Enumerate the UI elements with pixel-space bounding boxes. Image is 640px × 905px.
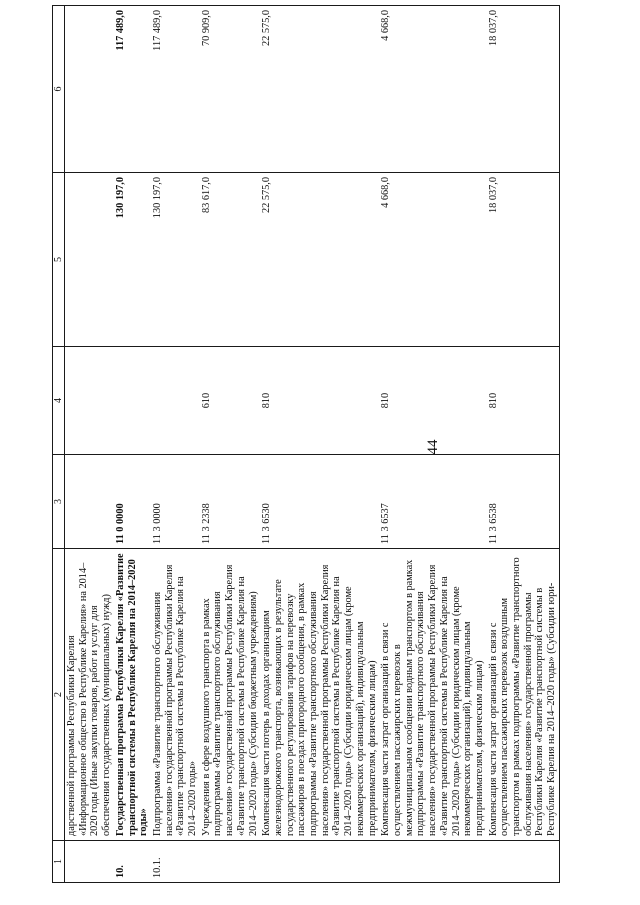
row-amount-b: 4 668,0 bbox=[379, 6, 486, 173]
row-number bbox=[487, 841, 560, 883]
budget-table bbox=[52, 5, 560, 883]
row-kvr bbox=[65, 347, 114, 455]
row-number bbox=[65, 841, 114, 883]
row-code: 11 3 6538 bbox=[487, 455, 560, 549]
column-header-row bbox=[53, 6, 65, 883]
row-amount-a: 22 575,0 bbox=[260, 173, 379, 347]
row-amount-b: 70 909,0 bbox=[200, 6, 261, 173]
row-amount-b: 117 489,0 bbox=[114, 6, 151, 173]
table-row-continuation bbox=[65, 6, 114, 883]
row-code: 11 3 6530 bbox=[260, 455, 379, 549]
row-amount-a: 4 668,0 bbox=[379, 173, 486, 347]
row-amount-a bbox=[65, 173, 114, 347]
row-amount-b bbox=[65, 6, 114, 173]
column-header: 5 bbox=[53, 173, 65, 347]
column-header: 2 bbox=[53, 549, 65, 841]
table-row-program bbox=[114, 6, 151, 883]
row-number: 10. bbox=[114, 841, 151, 883]
table-row bbox=[487, 6, 560, 883]
row-code: 11 3 6537 bbox=[379, 455, 486, 549]
row-code: 11 0 0000 bbox=[114, 455, 151, 549]
column-header: 1 bbox=[53, 841, 65, 883]
row-amount-a: 83 617,0 bbox=[200, 173, 261, 347]
row-amount-b: 22 575,0 bbox=[260, 6, 379, 173]
row-number bbox=[379, 841, 486, 883]
row-amount-a: 130 197,0 bbox=[114, 173, 151, 347]
table-row bbox=[260, 6, 379, 883]
row-name: Компенсация части затрат организаций в связи с осуществлением пассажирских перевозок в межмуниципальном сообщении водным транспортом в рамках подпрограммы «Развитие транспортного обслуживания населения» государственной программы Республики Карелия «Развитие транспортной системы в Республике Карелия на 2014–2020 годы» (Субсидии юридическим лицам (кроме некоммерческих организаций), индивидуальным предпринимателям, физическим лицам) bbox=[379, 549, 486, 841]
column-header: 6 bbox=[53, 6, 65, 173]
column-header: 4 bbox=[53, 347, 65, 455]
row-kvr bbox=[114, 347, 151, 455]
row-number: 10.1. bbox=[151, 841, 200, 883]
row-number bbox=[200, 841, 261, 883]
row-name: Компенсация части затрат организаций в связи с осуществлением пассажирских перевозок воздушным транспортом в рамках подпрограммы «Развитие транспортного обслуживания населения» государственной программы Республики Карелия «Развитие транспортной системы в Республике Карелия на 2014–2020 годы» (Субсидии юри- bbox=[487, 549, 560, 841]
row-name: Учреждения в сфере воздушного транспорта в рамках подпрограммы «Развитие транспортного обслуживания населения» государственной программы Республики Карелия «Развитие транспортной системы в Республике Карелия на 2014–2020 годы» (Субсидии бюджетным учреждениям) bbox=[200, 549, 261, 841]
table-row bbox=[200, 6, 261, 883]
row-number bbox=[260, 841, 379, 883]
row-amount-b: 18 037,0 bbox=[487, 6, 560, 173]
row-kvr: 610 bbox=[200, 347, 261, 455]
row-name: Компенсация части потерь в доходах организациям железнодорожного транспорта, возникающих в результате государственного регулирования тарифов на перевозку пассажиров в поездах пригородного сообщения, в рамках подпрограммы «Развитие транспортного обслуживания населения» государственной программы Республики Карелия «Развитие транспортной системы в Республике Карелия на 2014–2020 годы» (Субсидии юридическим лицам (кроме некоммерческих организаций), индивидуальным предпринимателям, физическим лицам) bbox=[260, 549, 379, 841]
row-amount-a: 18 037,0 bbox=[487, 173, 560, 347]
row-name: дарственной программы Республики Карелия «Информационное общество в Республике Карелия» на 2014–2020 годы (Иные закупки товаров, работ и услуг для обеспечения государственных (муниципальных) нужд) bbox=[65, 549, 114, 841]
row-kvr: 810 bbox=[487, 347, 560, 455]
row-kvr: 810 bbox=[379, 347, 486, 455]
row-name: Подпрограмма «Развитие транспортного обслуживания населения» государственной программы Республики Карелия «Развитие транспортной системы в Республике Карелия на 2014–2020 годы» bbox=[151, 549, 200, 841]
row-kvr: 810 bbox=[260, 347, 379, 455]
column-header: 3 bbox=[53, 455, 65, 549]
row-name: Государственная программа Республики Карелия «Развитие транспортной системы в Республике Карелия на 2014–2020 годы» bbox=[114, 549, 151, 841]
row-kvr bbox=[151, 347, 200, 455]
page-number: 44 bbox=[425, 439, 441, 455]
row-code: 11 3 2338 bbox=[200, 455, 261, 549]
row-amount-b: 117 489,0 bbox=[151, 6, 200, 173]
table-row bbox=[379, 6, 486, 883]
row-amount-a: 130 197,0 bbox=[151, 173, 200, 347]
row-code bbox=[65, 455, 114, 549]
row-code: 11 3 0000 bbox=[151, 455, 200, 549]
table-row-subprogram bbox=[151, 6, 200, 883]
